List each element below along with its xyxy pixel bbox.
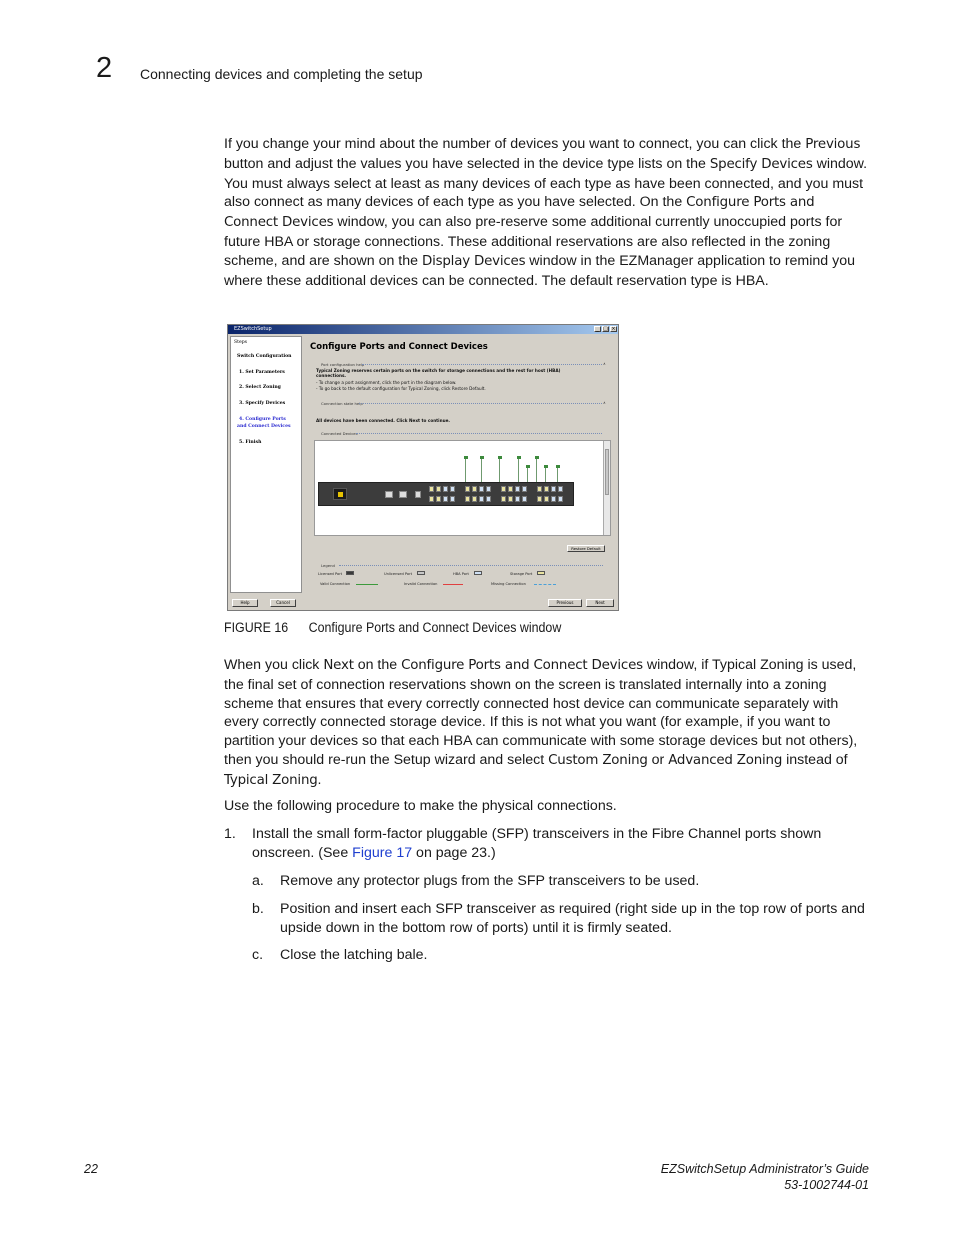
port[interactable] (515, 496, 520, 502)
collapse-icon: ∧ (603, 361, 606, 366)
collapse-icon: ∧ (603, 400, 606, 405)
connected-devices-label: Connected Devices (321, 431, 358, 436)
legend-missing: Missing Connection (491, 582, 526, 586)
ui-term-previous: Previous (805, 137, 861, 152)
procedure-intro: Use the following procedure to make the physical connections. (224, 798, 617, 814)
state-help-label: Connection state help (321, 401, 363, 406)
port[interactable] (486, 486, 491, 492)
steps-header: Steps (234, 340, 248, 345)
port[interactable] (450, 496, 455, 502)
port[interactable] (479, 486, 484, 492)
legend-storage: Storage Port (510, 572, 533, 576)
port[interactable] (479, 496, 484, 502)
ui-term-typical-zoning: Typical Zoning (224, 772, 318, 788)
legend-unlicensed: Unlicensed Port (384, 572, 413, 576)
port[interactable] (436, 486, 441, 492)
port[interactable] (443, 486, 448, 492)
port[interactable] (522, 486, 527, 492)
help-line: - To change a port assignment, click the port in the diagram below. (316, 380, 457, 385)
device-cable (545, 468, 546, 482)
zoning-paragraph: When you click Next on the Configure Ports and Connect Devices window, if Typical Zoning is used, the final set of connection reservations shown on the screen is translated internally into a zoning scheme that ensures that every correctly connected host device can communicate separately with every correctly connected storage device. If this is not what you want (for example, if you want to partition your devices so that each HBA can communicate with some storage devices but not others), then you should re-run the Setup wizard and select Custom Zoning or Advanced Zoning instead of Typical Zoning. (224, 657, 858, 788)
step-item: 5. Finish (239, 440, 262, 445)
help-button[interactable]: Help (232, 599, 258, 607)
serial-port-icon (415, 491, 421, 498)
port[interactable] (429, 496, 434, 502)
legend-valid: Valid Connection (320, 582, 351, 586)
device-cable (518, 459, 519, 482)
figure-17-link[interactable]: Figure 17 (352, 844, 413, 861)
ui-term-configure-ports: Configure Ports and Connect Devices (401, 658, 643, 673)
ui-term-display-devices: Display Devices (421, 253, 526, 269)
legend-label: Legend (321, 563, 335, 568)
previous-button[interactable]: Previous (548, 599, 582, 607)
ethernet-port-icon (399, 491, 407, 498)
port[interactable] (436, 496, 441, 502)
help-line: Typical Zoning reserves certain ports on the switch for storage connections and the rest for host (HBA) (316, 368, 561, 373)
switch-diagram (318, 482, 574, 506)
port-help-label: Port configuration help (321, 362, 365, 367)
port[interactable] (472, 486, 477, 492)
port[interactable] (537, 486, 542, 492)
intro-paragraph: If you change your mind about the number of devices you want to connect, you can click the Previous button and adjust the values you have selected in the device type lists on the Specify Devices window. You must always select at least as many devices of each type as have been connected, and you must also connect as many devices of each type as you have selected. On the Configure Ports and Connect Devices window, you can also pre-reserve some additional currently unoccupied ports for future HBA or storage connections. These additional reservations are also reflected in the zoning scheme, and are shown on the Display Devices window in the EZManager application to remind you where these additional devices can be connected. The default reservation type is HBA. (224, 136, 868, 289)
legend-valid-line (356, 584, 378, 585)
legend-licensed-swatch (346, 571, 354, 575)
main-panel (304, 336, 618, 593)
footer-guide: EZSwitchSetup Administrator’s Guide 53-1002744-01 (660, 1162, 869, 1192)
legend-licensed: Licensed Port (318, 572, 343, 576)
port[interactable] (522, 496, 527, 502)
port[interactable] (501, 496, 506, 502)
port[interactable] (429, 486, 434, 492)
cancel-button[interactable]: Cancel (270, 599, 296, 607)
device-cable (465, 459, 466, 482)
device-cable (536, 459, 537, 482)
ui-term-specify-devices: Specify Devices (709, 156, 813, 172)
chapter-title: Connecting devices and completing the setup (140, 66, 423, 82)
device-cable (557, 468, 558, 482)
help-line: connections. (316, 373, 347, 378)
port[interactable] (450, 486, 455, 492)
figure-caption: FIGURE 16 Configure Ports and Connect Devices window (224, 620, 562, 635)
scrollbar[interactable] (603, 441, 610, 535)
ui-term-custom-zoning: Custom Zoning (548, 752, 648, 768)
port[interactable] (465, 496, 470, 502)
port[interactable] (508, 486, 513, 492)
port[interactable] (486, 496, 491, 502)
legend-storage-swatch (537, 571, 545, 575)
device-cable (499, 459, 500, 482)
step-item-active: and Connect Devices (237, 424, 291, 429)
ui-term-advanced-zoning: Advanced Zoning (668, 752, 783, 768)
port[interactable] (544, 496, 549, 502)
help-line: - To go back to the default configuration for Typical Zoning, click Restore Default. (316, 386, 486, 391)
legend-invalid-line (443, 584, 463, 585)
next-button[interactable]: Next (586, 599, 614, 607)
window-titlebar: EZSwitchSetup _ □ × (228, 325, 618, 334)
port[interactable] (558, 496, 563, 502)
device-cable (481, 459, 482, 482)
step-item: 1. Set Parameters (239, 370, 285, 375)
port[interactable] (515, 486, 520, 492)
port[interactable] (544, 486, 549, 492)
device-cable (527, 468, 528, 482)
page-number: 22 (84, 1162, 98, 1176)
ui-term-next: Next (323, 658, 354, 673)
port[interactable] (551, 496, 556, 502)
port[interactable] (465, 486, 470, 492)
legend-invalid: Invalid Connection (404, 582, 438, 586)
panel-title: Configure Ports and Connect Devices (310, 342, 488, 352)
steps-section: Switch Configuration (237, 354, 292, 359)
legend-missing-line (534, 584, 556, 585)
legend-hba-swatch (474, 571, 482, 575)
maximize-icon[interactable]: □ (603, 326, 608, 332)
step-item: 2. Select Zoning (239, 385, 281, 390)
port[interactable] (443, 496, 448, 502)
close-icon[interactable]: × (611, 326, 616, 332)
power-socket-icon (333, 488, 347, 500)
port[interactable] (537, 496, 542, 502)
minimize-icon[interactable]: _ (594, 326, 601, 332)
ui-term-configure-ports: Configure Ports and Connect Devices (224, 195, 815, 231)
legend-unlicensed-swatch (417, 571, 425, 575)
step-item-active: 4. Configure Ports (239, 417, 286, 422)
step-item: 3. Specify Devices (239, 401, 286, 406)
port[interactable] (508, 496, 513, 502)
port[interactable] (558, 486, 563, 492)
ethernet-port-icon (385, 491, 393, 498)
port[interactable] (472, 496, 477, 502)
figure-screenshot (227, 324, 619, 611)
legend-hba: HBA Port (453, 572, 469, 576)
port[interactable] (501, 486, 506, 492)
connected-devices-panel (314, 440, 611, 536)
state-message: All devices have been connected. Click Next to continue. (316, 418, 451, 423)
restore-default-button[interactable]: Restore Default (567, 545, 605, 552)
chapter-number: 2 (96, 52, 113, 84)
steps-panel (230, 336, 302, 593)
port[interactable] (551, 486, 556, 492)
